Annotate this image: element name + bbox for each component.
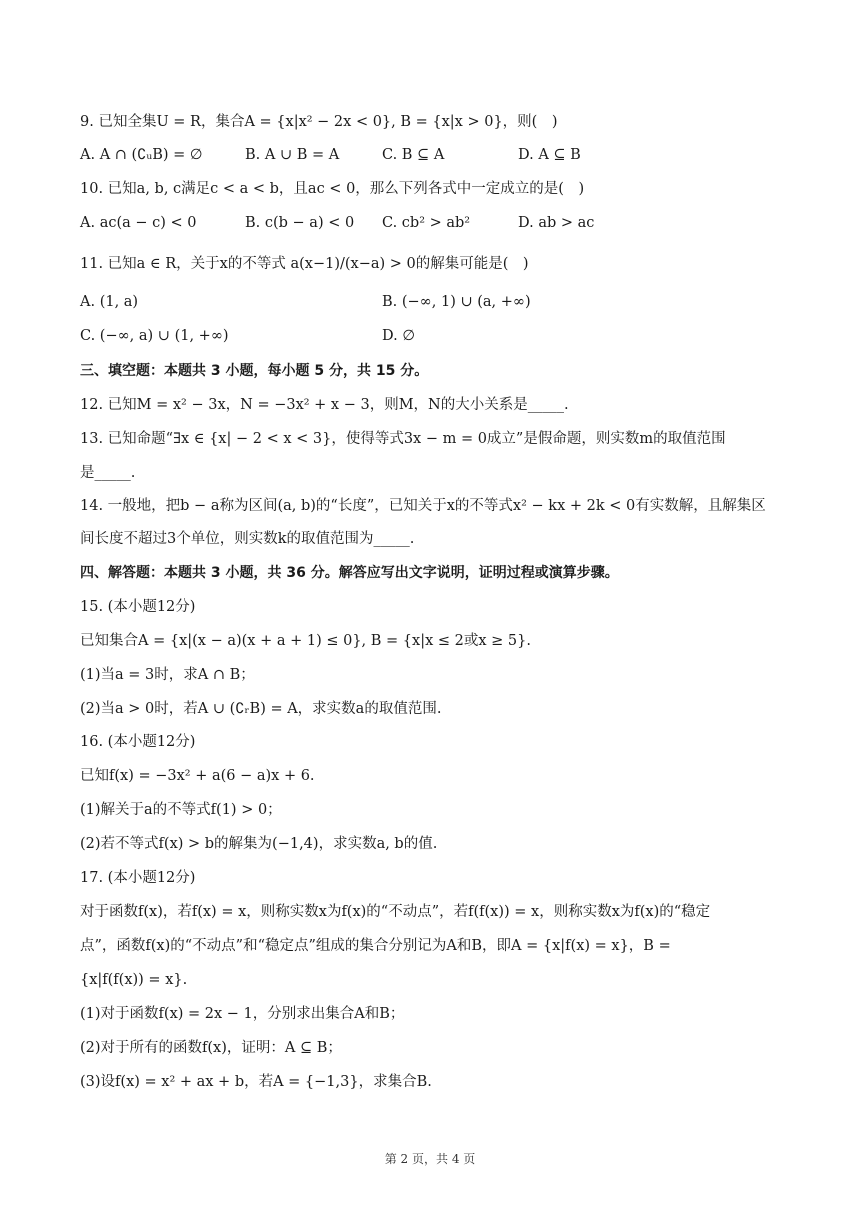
q10-option-d: D. ab > ac	[518, 215, 595, 231]
q9-option-a: A. A ∩ (∁ᵤB) = ∅	[80, 147, 203, 163]
q9-option-c: C. B ⊆ A	[382, 147, 445, 163]
q9-option-d: D. A ⊆ B	[518, 147, 581, 163]
question-12: 12. 已知M = x² − 3x，N = −3x² + x − 3，则M，N的大小关系是_____.	[80, 397, 569, 413]
q11-option-d: D. ∅	[382, 328, 415, 344]
question-14-line-2: 间长度不超过3个单位，则实数k的取值范围为_____.	[80, 531, 415, 547]
q17-header: 17. (本小题12分)	[80, 870, 196, 886]
question-14-line-1: 14. 一般地，把b − a称为区间(a, b)的“长度”，已知关于x的不等式x² − kx + 2k < 0有实数解，且解集区	[80, 498, 766, 514]
q17-line-4: (1)对于函数f(x) = 2x − 1，分别求出集合A和B；	[80, 1006, 405, 1022]
q15-line-3: (2)当a > 0时，若A ∪ (∁ᵣB) = A，求实数a的取值范围.	[80, 701, 442, 717]
q11-option-b: B. (−∞, 1) ∪ (a, +∞)	[382, 294, 531, 310]
q16-header: 16. (本小题12分)	[80, 734, 196, 750]
q17-line-2: 点”，函数f(x)的“不动点”和“稳定点”组成的集合分别记为A和B，即A = {x|f(x) = x}，B =	[80, 938, 671, 954]
question-13-line-1: 13. 已知命题“∃x ∈ {x| − 2 < x < 3}，使得等式3x − m = 0成立”是假命题，则实数m的取值范围	[80, 431, 726, 447]
q10-option-b: B. c(b − a) < 0	[245, 215, 355, 231]
q16-line-3: (2)若不等式f(x) > b的解集为(−1,4)，求实数a, b的值.	[80, 836, 438, 852]
section-3-heading: 三、填空题：本题共 3 小题，每小题 5 分，共 15 分。	[80, 363, 429, 379]
q17-line-1: 对于函数f(x)，若f(x) = x，则称实数x为f(x)的“不动点”，若f(f(x)) = x，则称实数x为f(x)的“稳定	[80, 904, 711, 920]
q15-line-1: 已知集合A = {x|(x − a)(x + a + 1) ≤ 0}, B = {x|x ≤ 2或x ≥ 5}.	[80, 633, 531, 649]
q10-stem: 10. 已知a, b, c满足c < a < b，且ac < 0，那么下列各式中一定成立的是( )	[80, 181, 585, 197]
section-4-heading: 四、解答题：本题共 3 小题，共 36 分。解答应写出文字说明，证明过程或演算步骤。	[80, 565, 619, 581]
q9-option-b: B. A ∪ B = A	[245, 147, 340, 163]
q16-line-1: 已知f(x) = −3x² + a(6 − a)x + 6.	[80, 768, 315, 784]
page-footer: 第 2 页，共 4 页	[384, 1152, 476, 1166]
q17-line-3: {x|f(f(x)) = x}.	[80, 972, 188, 988]
question-13-line-2: 是_____.	[80, 465, 136, 481]
q17-line-6: (3)设f(x) = x² + ax + b，若A = {−1,3}，求集合B.	[80, 1074, 432, 1090]
q11-option-a: A. (1, a)	[80, 294, 139, 310]
q17-line-5: (2)对于所有的函数f(x)，证明：A ⊆ B；	[80, 1040, 342, 1056]
q10-option-a: A. ac(a − c) < 0	[80, 215, 197, 231]
q16-line-2: (1)解关于a的不等式f(1) > 0；	[80, 802, 282, 818]
q15-line-2: (1)当a = 3时，求A ∩ B；	[80, 667, 255, 683]
q11-option-c: C. (−∞, a) ∪ (1, +∞)	[80, 328, 229, 344]
q9-stem: 9. 已知全集U = R，集合A = {x|x² − 2x < 0}, B = {x|x > 0}，则( )	[80, 114, 558, 130]
q10-option-c: C. cb² > ab²	[382, 215, 471, 231]
q11-stem: 11. 已知a ∈ R，关于x的不等式 a(x−1)/(x−a) > 0的解集可能是( )	[80, 256, 529, 272]
q15-header: 15. (本小题12分)	[80, 599, 196, 615]
